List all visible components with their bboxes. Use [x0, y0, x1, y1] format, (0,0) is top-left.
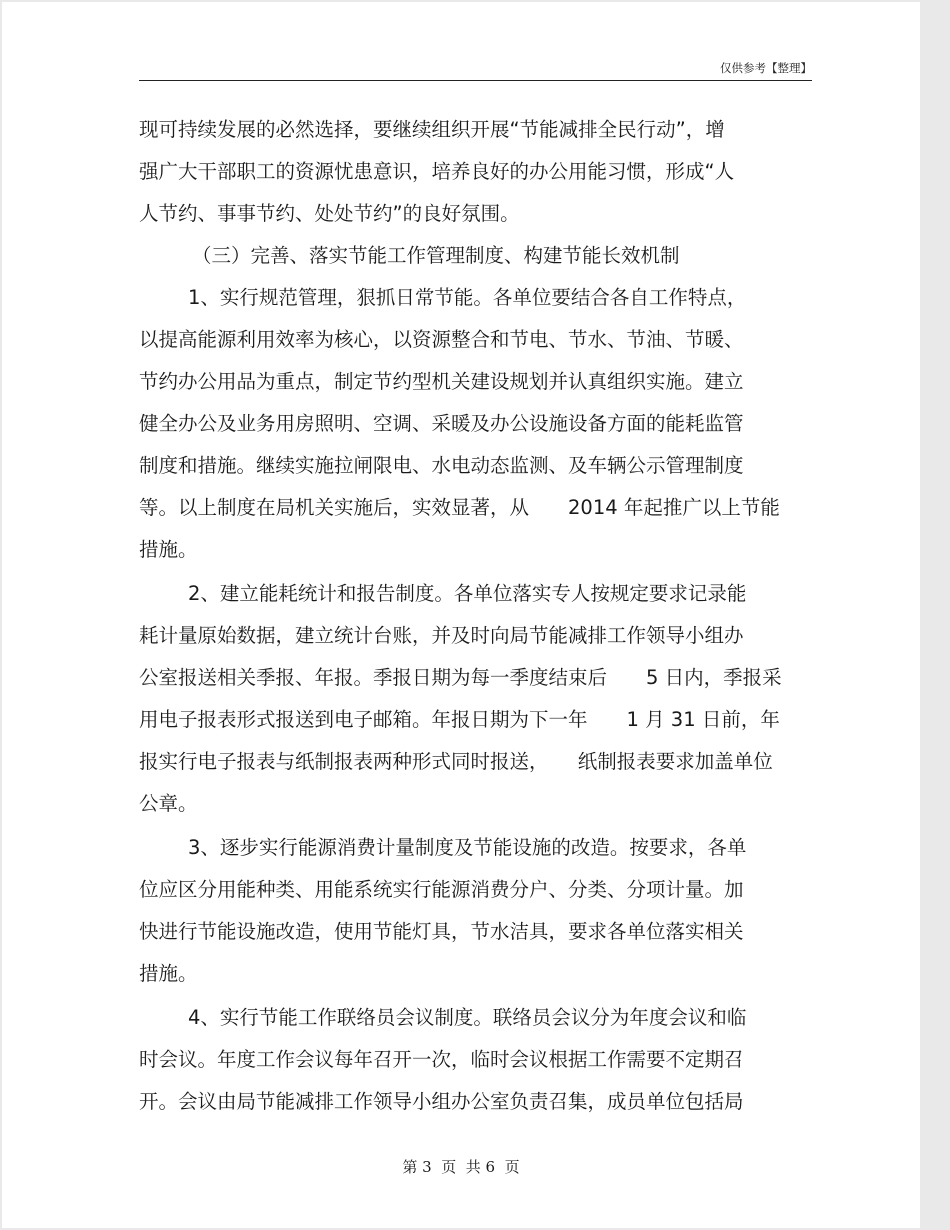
page-header	[139, 56, 812, 81]
text-line: 位应区分用能种类、用能系统实行能源消费分户、分类、分项计量。加	[139, 878, 744, 901]
text-line: 制度和措施。继续实施拉闸限电、水电动态监测、及车辆公示管理制度	[139, 454, 744, 477]
text-line: 健全办公及业务用房照明、空调、采暖及办公设施设备方面的能耗监管	[139, 412, 744, 435]
section-heading: （三）完善、落实节能工作管理制度、构建节能长效机制	[192, 244, 680, 267]
text-line: 时会议。年度工作会议每年召开一次，临时会议根据工作需要不定期召	[139, 1048, 744, 1071]
text-line: 快进行节能设施改造，使用节能灯具，节水洁具，要求各单位落实相关	[139, 920, 744, 943]
text-line: 强广大干部职工的资源忧患意识，培养良好的办公用能习惯，形成“人	[139, 160, 735, 183]
paragraph-start: 2、建立能耗统计和报告制度。各单位落实专人按规定要求记录能	[188, 582, 747, 605]
header-text: 仅供参考【整理】	[720, 61, 812, 75]
page-footer: 第 3 页 共 6 页	[402, 1158, 520, 1176]
text-line: 用电子报表形式报送到电子邮箱。年报日期为下一年 1 月 31 日前，年	[139, 708, 780, 731]
text-line: 报实行电子报表与纸制报表两种形式同时报送， 纸制报表要求加盖单位	[139, 750, 773, 773]
text-line: 措施。	[139, 538, 198, 561]
text-line: 节约办公用品为重点，制定节约型机关建设规划并认真组织实施。建立	[139, 370, 744, 393]
document-page	[2, 2, 920, 1228]
paragraph-start: 3、逐步实行能源消费计量制度及节能设施的改造。按要求，各单	[188, 836, 747, 859]
text-line: 公室报送相关季报、年报。季报日期为每一季度结束后 5 日内，季报采	[139, 666, 782, 689]
text-line: 以提高能源利用效率为核心，以资源整合和节电、节水、节油、节暖、	[139, 328, 744, 351]
text-line: 等。以上制度在局机关实施后，实效显著，从 2014 年起推广以上节能	[139, 496, 780, 519]
text-line: 耗计量原始数据，建立统计台账，并及时向局节能减排工作领导小组办	[139, 624, 744, 647]
text-line: 措施。	[139, 962, 198, 985]
text-line: 公章。	[139, 792, 198, 815]
paragraph-start: 1、实行规范管理，狠抓日常节能。各单位要结合各自工作特点，	[188, 286, 747, 309]
text-line: 现可持续发展的必然选择，要继续组织开展“节能减排全民行动”，增	[139, 118, 725, 141]
paragraph-start: 4、实行节能工作联络员会议制度。联络员会议分为年度会议和临	[188, 1006, 747, 1029]
text-line: 人节约、事事节约、处处节约”的良好氛围。	[139, 202, 520, 225]
text-line: 开。会议由局节能减排工作领导小组办公室负责召集，成员单位包括局	[139, 1090, 744, 1113]
